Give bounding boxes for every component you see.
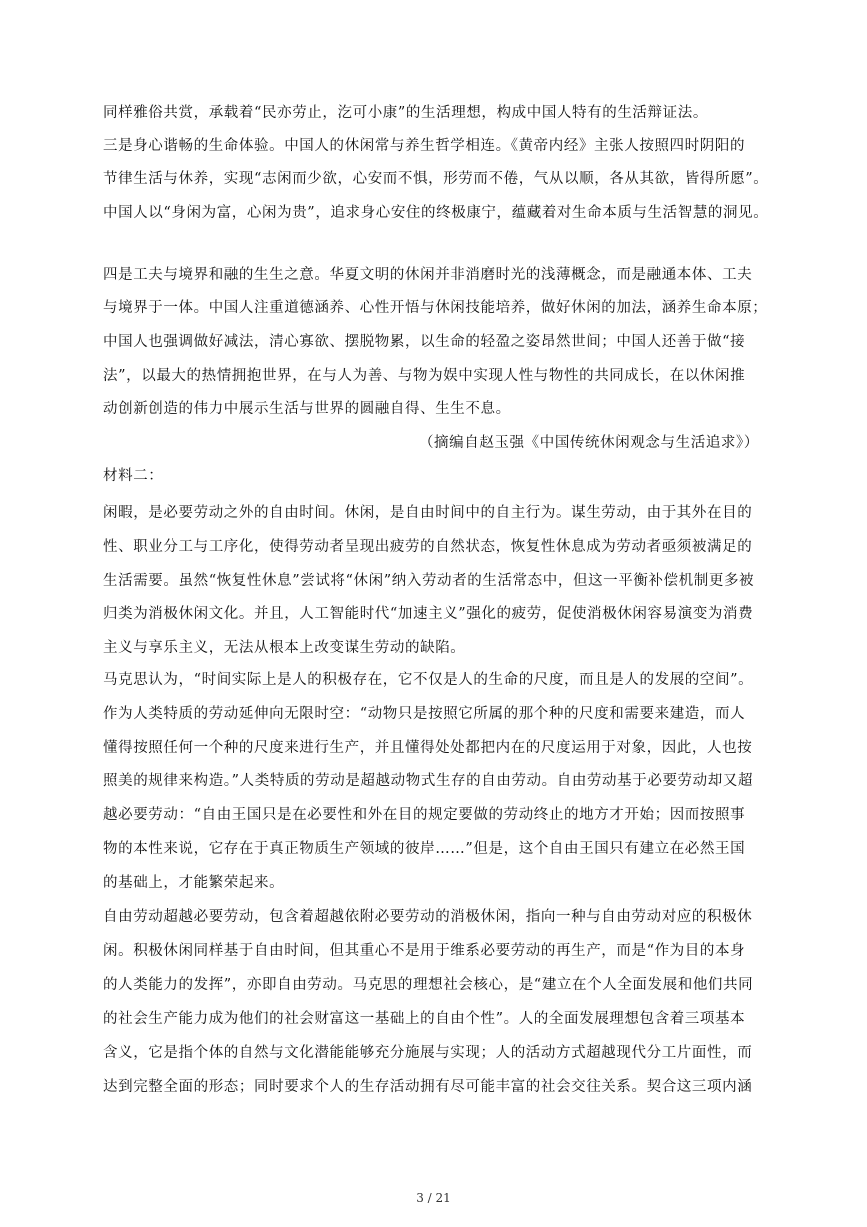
text-line: 归类为消极休闲文化。并且，人工智能时代“加速主义”强化的疲劳，促使消极休闲容易演变为消费 [103, 606, 754, 622]
text-line: 马克思认为，“时间实际上是人的积极存在，它不仅是人的生命的尺度，而且是人的发展的空间”。 [103, 672, 754, 688]
page-number: 3 / 21 [416, 1191, 451, 1205]
text-line: 闲暇，是必要劳动之外的自由时间。休闲，是自由时间中的自主行为。谋生劳动，由于其外在目的 [103, 505, 753, 521]
text-line: 含义，它是指个体的自然与文化潜能能够充分施展与实现；人的活动方式超越现代分工片面性，而 [103, 1045, 753, 1061]
text-line: 闲。积极休闲同样基于自由时间，但其重心不是用于维系必要劳动的再生产，而是“作为目的本身 [103, 943, 746, 959]
text-line: 中国人也强调做好减法，清心寡欲、摆脱物累，以生命的轻盈之姿昂然世间；中国人还善于做“接 [103, 334, 746, 350]
text-line: 懂得按照任何一个种的尺度来进行生产，并且懂得处处都把内在的尺度运用于对象，因此，人也按 [103, 740, 753, 756]
text-line: 节律生活与休养，实现“志闲而少欲，心安而不惧，形劳而不倦，气从以顺，各从其欲，皆得所愿”。 [103, 171, 769, 187]
text-line: 与境界于一体。中国人注重道德涵养、心性开悟与休闲技能培养，做好休闲的加法，涵养生命本原； [103, 300, 768, 316]
text-line: 的人类能力的发挥”，亦即自由劳动。马克思的理想社会核心，是“建立在个人全面发展和他们共同 [103, 977, 754, 993]
text-line: 物的本性来说，它存在于真正物质生产领域的彼岸……”但是，这个自由王国只有建立在必然王国 [103, 841, 746, 857]
text-line: 同样雅俗共赏，承载着“民亦劳止，汔可小康”的生活理想，构成中国人特有的生活辩证法。 [103, 105, 708, 121]
text-line: 主义与享乐主义，无法从根本上改变谋生劳动的缺陷。 [103, 640, 466, 656]
text-line: 作为人类特质的劳动延伸向无限时空：“动物只是按照它所属的那个种的尺度和需要来建造，而人 [103, 706, 746, 722]
text-line: 照美的规律来构造。”人类特质的劳动是超越动物式生存的自由劳动。自由劳动基于必要劳动却又超 [103, 773, 754, 789]
source-citation: （摘编自赵玉强《中国传统休闲观念与生活追求》） [418, 435, 759, 451]
text-line: 性、职业分工与工序化，使得劳动者呈现出疲劳的自然状态，恢复性休息成为劳动者亟须被满足的 [103, 539, 753, 555]
text-line: 达到完整全面的形态；同时要求个人的生存活动拥有尽可能丰富的社会交往关系。契合这三项内涵 [103, 1079, 753, 1095]
text-line: 法”，以最大的热情拥抱世界，在与人为善、与物为娱中实现人性与物性的共同成长，在以休闲推 [103, 368, 746, 384]
text-line: 自由劳动超越必要劳动，包含着超越依附必要劳动的消极休闲，指向一种与自由劳动对应的积极休 [103, 909, 753, 925]
text-line: 的基础上，才能繁荣起来。 [103, 875, 285, 891]
text-line: 越必要劳动：“自由王国只是在必要性和外在目的规定要做的劳动终止的地方才开始；因而按照事 [103, 807, 746, 823]
text-line: 动创新创造的伟力中展示生活与世界的圆融自得、生生不息。 [103, 401, 511, 417]
text-line: 生活需要。虽然“恢复性休息”尝试将“休闲”纳入劳动者的生活常态中，但这一平衡补偿机制更多被 [103, 573, 755, 589]
text-line: 的社会生产能力成为他们的社会财富这一基础上的自由个性”。人的全面发展理想包含着三项基本 [103, 1011, 746, 1027]
section-heading: 材料二： [103, 468, 164, 484]
text-line: 三是身心谐畅的生命体验。中国人的休闲常与养生哲学相连。《黄帝内经》主张人按照四时阴阳的 [103, 138, 746, 154]
text-line: 中国人以“身闲为富，心闲为贵”，追求身心安住的终极康宁，蕴藏着对生命本质与生活智慧的洞见。 [103, 205, 769, 221]
text-line: 四是工夫与境界和融的生生之意。华夏文明的休闲并非消磨时光的浅薄概念，而是融通本体、工夫 [103, 267, 753, 283]
